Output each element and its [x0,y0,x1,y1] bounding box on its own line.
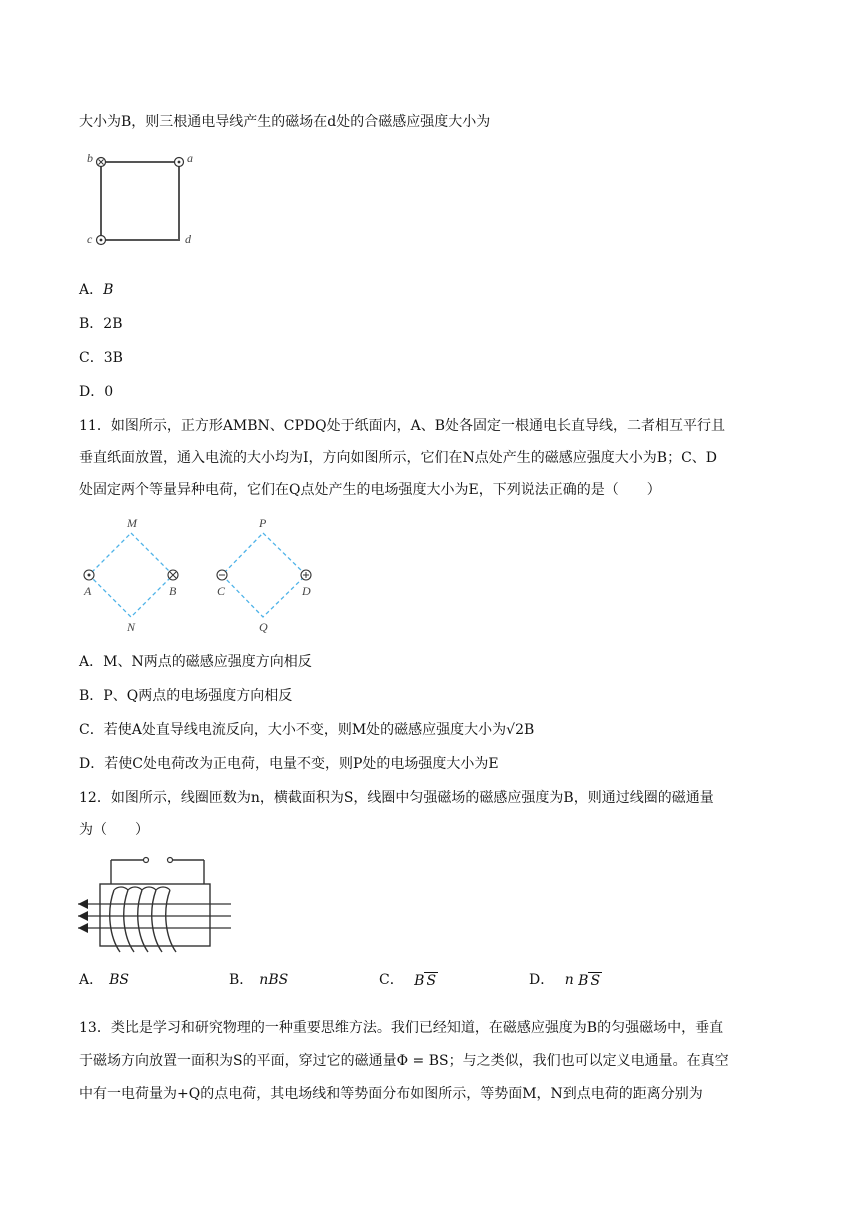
q10-option-c: C．3B [79,350,123,366]
q12-stem-line1: 12．如图所示，线圈匝数为n，横截面积为S，线圈中匀强磁场的磁感应强度为B，则通过线圈的磁通量 [79,790,714,806]
q11-option-c: C．若使A处直导线电流反向，大小不变，则M处的磁感应强度大小为√2B [79,722,535,738]
q11-stem-line3: 处固定两个等量异种电荷，它们在Q点处产生的电场强度大小为E，下列说法正确的是（ ） [79,482,661,498]
q11-stem-line1: 11．如图所示，正方形AMBN、CPDQ处于纸面内，A、B处各固定一根通电长直导线，二者相互平行且 [79,418,726,434]
q11-label-c: C [217,584,226,598]
q11-label-d: D [302,584,311,598]
q11-option-b: B．P、Q两点的电场强度方向相反 [79,688,293,704]
q10-label-b: b [87,151,93,165]
q11-ambn-figure [78,515,188,635]
q13-stem-line2: 于磁场方向放置一面积为S的平面，穿过它的磁通量Φ = BS；与之类似，我们也可以定义电通量。在真空 [79,1053,729,1069]
q12-option-c: C． B S [379,972,437,989]
q11-label-n: N [127,620,136,634]
q11-label-b: B [169,584,177,598]
q11-option-d: D．若使C处电荷改为正电荷，电量不变，则P处的电场强度大小为E [79,756,499,772]
q11-label-m: M [127,516,137,530]
q10-option-a: A．B [79,282,114,298]
q10-label-c: c [87,232,93,246]
q11-cpdq-figure [212,515,322,635]
q12-coil-figure [76,852,236,962]
q11-label-a: A [84,584,92,598]
q10-stem: 大小为B，则三根通电导线产生的磁场在d处的合磁感应强度大小为 [79,114,491,130]
q10-option-d: D．0 [79,384,114,400]
q12-option-a: A． BS [79,972,130,988]
q12-option-d: D． n B S [529,972,601,989]
q13-stem-line1: 13．类比是学习和研究物理的一种重要思维方法。我们已经知道，在磁感应强度为B的匀强磁场中，垂直 [79,1020,724,1036]
q11-label-q: Q [259,620,268,634]
q11-label-p: P [259,516,267,530]
q11-option-a: A．M、N两点的磁感应强度方向相反 [79,654,312,670]
q10-label-a: a [187,151,193,165]
q12-option-b: B． nBS [229,972,289,988]
q13-stem-line3: 中有一电荷量为+Q的点电荷，其电场线和等势面分布如图所示，等势面M，N到点电荷的距离分别为 [79,1086,703,1102]
q10-option-b: B．2B [79,316,123,332]
q12-stem-line2: 为（ ） [79,822,149,838]
q10-label-d: d [185,232,191,246]
q11-stem-line2: 垂直纸面放置，通入电流的大小均为I，方向如图所示，它们在N点处产生的磁感应强度大小为B；C、D [79,450,718,466]
q10-square-figure [84,150,204,250]
